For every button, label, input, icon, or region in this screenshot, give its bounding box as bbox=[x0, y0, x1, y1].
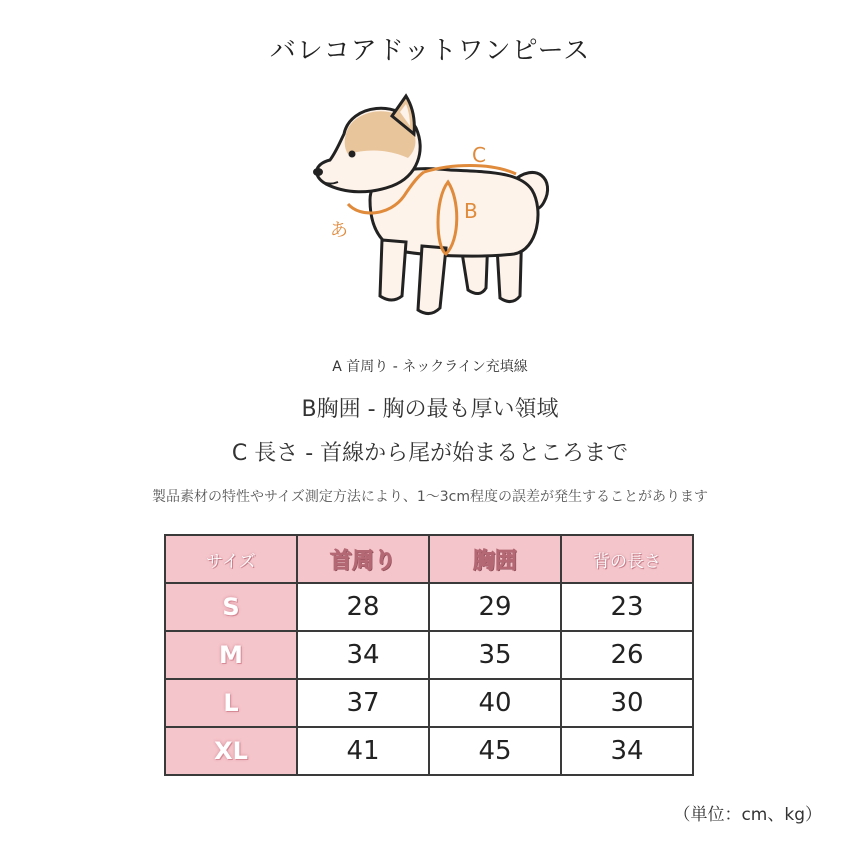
label-c: C bbox=[472, 143, 486, 167]
chest-cell: 40 bbox=[429, 679, 561, 727]
table-row bbox=[165, 631, 693, 679]
header-size-cell bbox=[165, 535, 297, 583]
dog-nose bbox=[313, 168, 323, 176]
table-row bbox=[165, 583, 693, 631]
size-label: XL bbox=[214, 737, 248, 765]
table-row bbox=[165, 727, 693, 775]
size-cell bbox=[165, 583, 297, 631]
dog-eye bbox=[349, 151, 356, 158]
length-cell: 26 bbox=[561, 631, 693, 679]
header-chest: 胸囲 bbox=[472, 548, 517, 574]
header-chest-cell bbox=[429, 535, 561, 583]
header-neck-cell bbox=[297, 535, 429, 583]
size-label: L bbox=[223, 689, 239, 717]
dog-front-leg-2 bbox=[418, 246, 446, 314]
chest-cell: 29 bbox=[429, 583, 561, 631]
dog-front-leg bbox=[380, 240, 406, 300]
length-cell: 23 bbox=[561, 583, 693, 631]
header-length-cell bbox=[561, 535, 693, 583]
table-row bbox=[165, 679, 693, 727]
measure-line-b: B胸囲 - 胸の最も厚い領域 bbox=[301, 397, 559, 422]
chest-cell: 35 bbox=[429, 631, 561, 679]
size-label: S bbox=[222, 593, 240, 621]
measure-line-a: A 首周り - ネックライン充填線 bbox=[332, 359, 528, 375]
neck-cell: 37 bbox=[297, 679, 429, 727]
header-neck: 首周り bbox=[329, 548, 396, 574]
length-cell: 30 bbox=[561, 679, 693, 727]
unit-note: （単位：cm、kg） bbox=[673, 805, 822, 825]
chest-cell: 45 bbox=[429, 727, 561, 775]
size-label: M bbox=[219, 641, 243, 669]
header-length: 背の長さ bbox=[593, 552, 661, 572]
neck-cell: 34 bbox=[297, 631, 429, 679]
page-title: バレコアドットワンピース bbox=[269, 36, 591, 66]
header-size: サイズ bbox=[206, 552, 256, 572]
table-header-row bbox=[165, 535, 693, 583]
neck-cell: 28 bbox=[297, 583, 429, 631]
error-note: 製品素材の特性やサイズ測定方法により、1～3cm程度の誤差が発生することがあります bbox=[151, 489, 709, 505]
size-cell bbox=[165, 631, 297, 679]
label-b: B bbox=[464, 199, 478, 223]
label-a: あ bbox=[330, 220, 348, 241]
size-table bbox=[164, 534, 694, 776]
measure-line-c: C 長さ - 首線から尾が始まるところまで bbox=[231, 441, 629, 466]
dog-measurement-diagram bbox=[300, 90, 560, 330]
length-cell: 34 bbox=[561, 727, 693, 775]
size-cell bbox=[165, 727, 297, 775]
neck-cell: 41 bbox=[297, 727, 429, 775]
size-cell bbox=[165, 679, 297, 727]
